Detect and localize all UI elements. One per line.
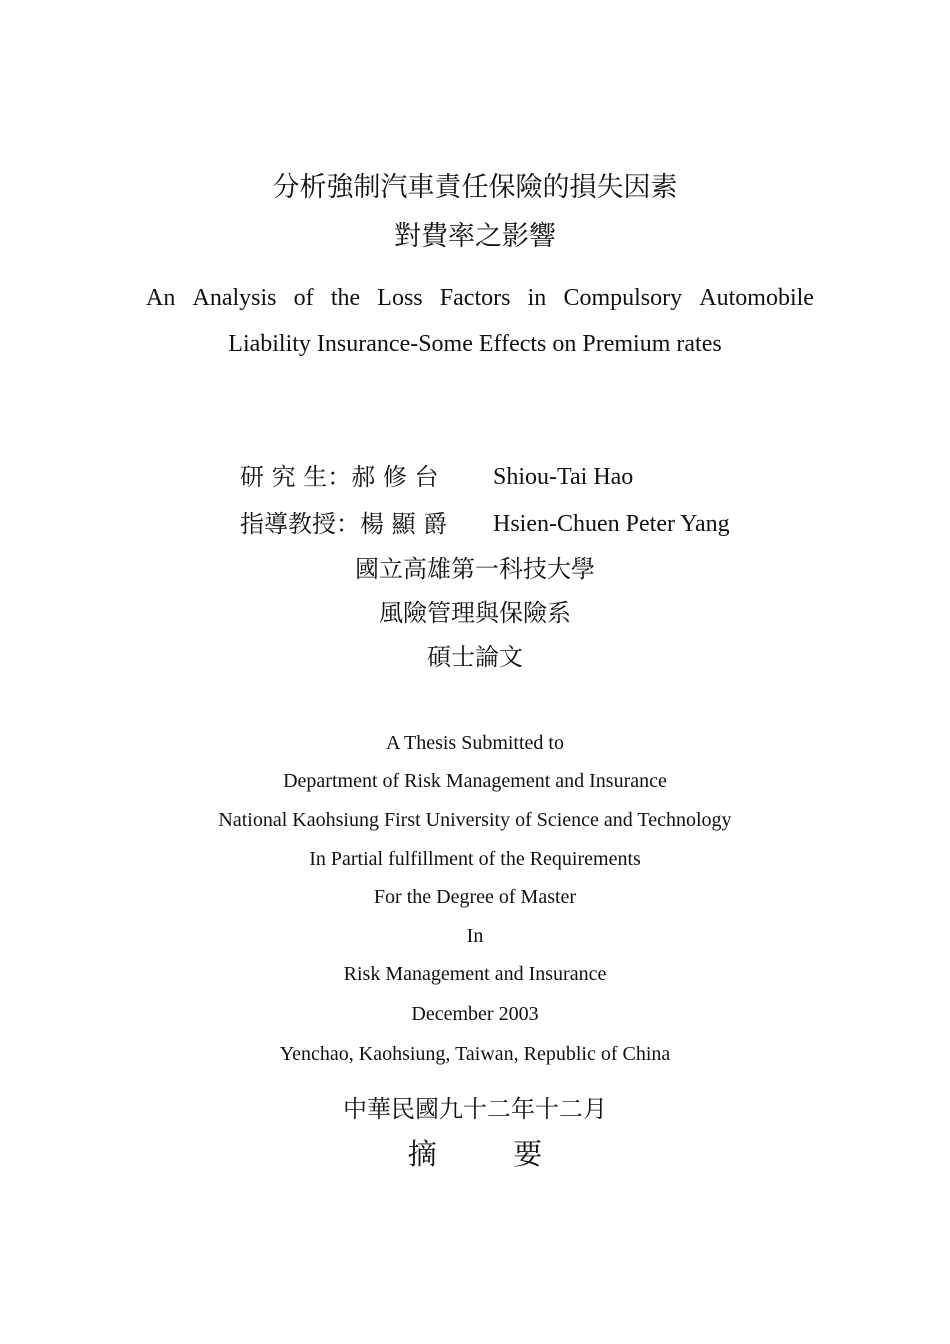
title-en-word: Automobile <box>699 285 814 311</box>
thesis-line: Risk Management and Insurance <box>343 963 607 985</box>
title-en-word: Analysis <box>192 285 277 311</box>
degree-zh: 碩士論文 <box>427 643 523 671</box>
title-en-word: An <box>146 285 176 311</box>
abstract-heading-char: 摘 <box>407 1137 437 1171</box>
abstract-heading <box>0 1137 950 1171</box>
university-zh: 國立高雄第一科技大學 <box>355 555 595 583</box>
title-en-word: Compulsory <box>563 285 683 311</box>
thesis-line: For the Degree of Master <box>373 886 577 908</box>
student-name-en: Shiou-Tai Hao <box>493 464 634 490</box>
title-zh-line1: 分析強制汽車責任保險的損失因素 <box>272 172 678 203</box>
title-en-line2: Liability Insurance-Some Effects on Premium rates <box>228 331 722 357</box>
advisor-row <box>0 512 950 542</box>
title-zh-line2: 對費率之影響 <box>394 221 556 252</box>
title-en-word: Loss <box>377 285 423 311</box>
thesis-line: In Partial fulfillment of the Requirements <box>309 848 641 870</box>
department-zh: 風險管理與保險系 <box>379 599 571 627</box>
abstract-heading-char: 要 <box>513 1137 543 1171</box>
thesis-date-en: December 2003 <box>411 1003 539 1025</box>
thesis-line: A Thesis Submitted to <box>386 732 564 754</box>
title-en-word: of <box>293 285 314 311</box>
advisor-name-en: Hsien-Chuen Peter Yang <box>493 511 730 537</box>
thesis-line: In <box>466 925 484 947</box>
title-en-word: the <box>330 285 361 311</box>
student-label: 研 究 生：郝 修 台 <box>240 463 439 491</box>
student-row <box>0 465 950 495</box>
thesis-line: Department of Risk Management and Insurance <box>283 770 667 792</box>
thesis-location: Yenchao, Kaohsiung, Taiwan, Republic of China <box>279 1043 671 1065</box>
title-en-word: Factors <box>439 285 511 311</box>
advisor-label: 指導教授：楊 顯 爵 <box>240 510 448 538</box>
title-en-line1 <box>146 286 814 310</box>
thesis-line: National Kaohsiung First University of Science and Technology <box>218 809 732 831</box>
date-zh: 中華民國九十二年十二月 <box>343 1095 607 1123</box>
title-en-word: in <box>527 285 547 311</box>
